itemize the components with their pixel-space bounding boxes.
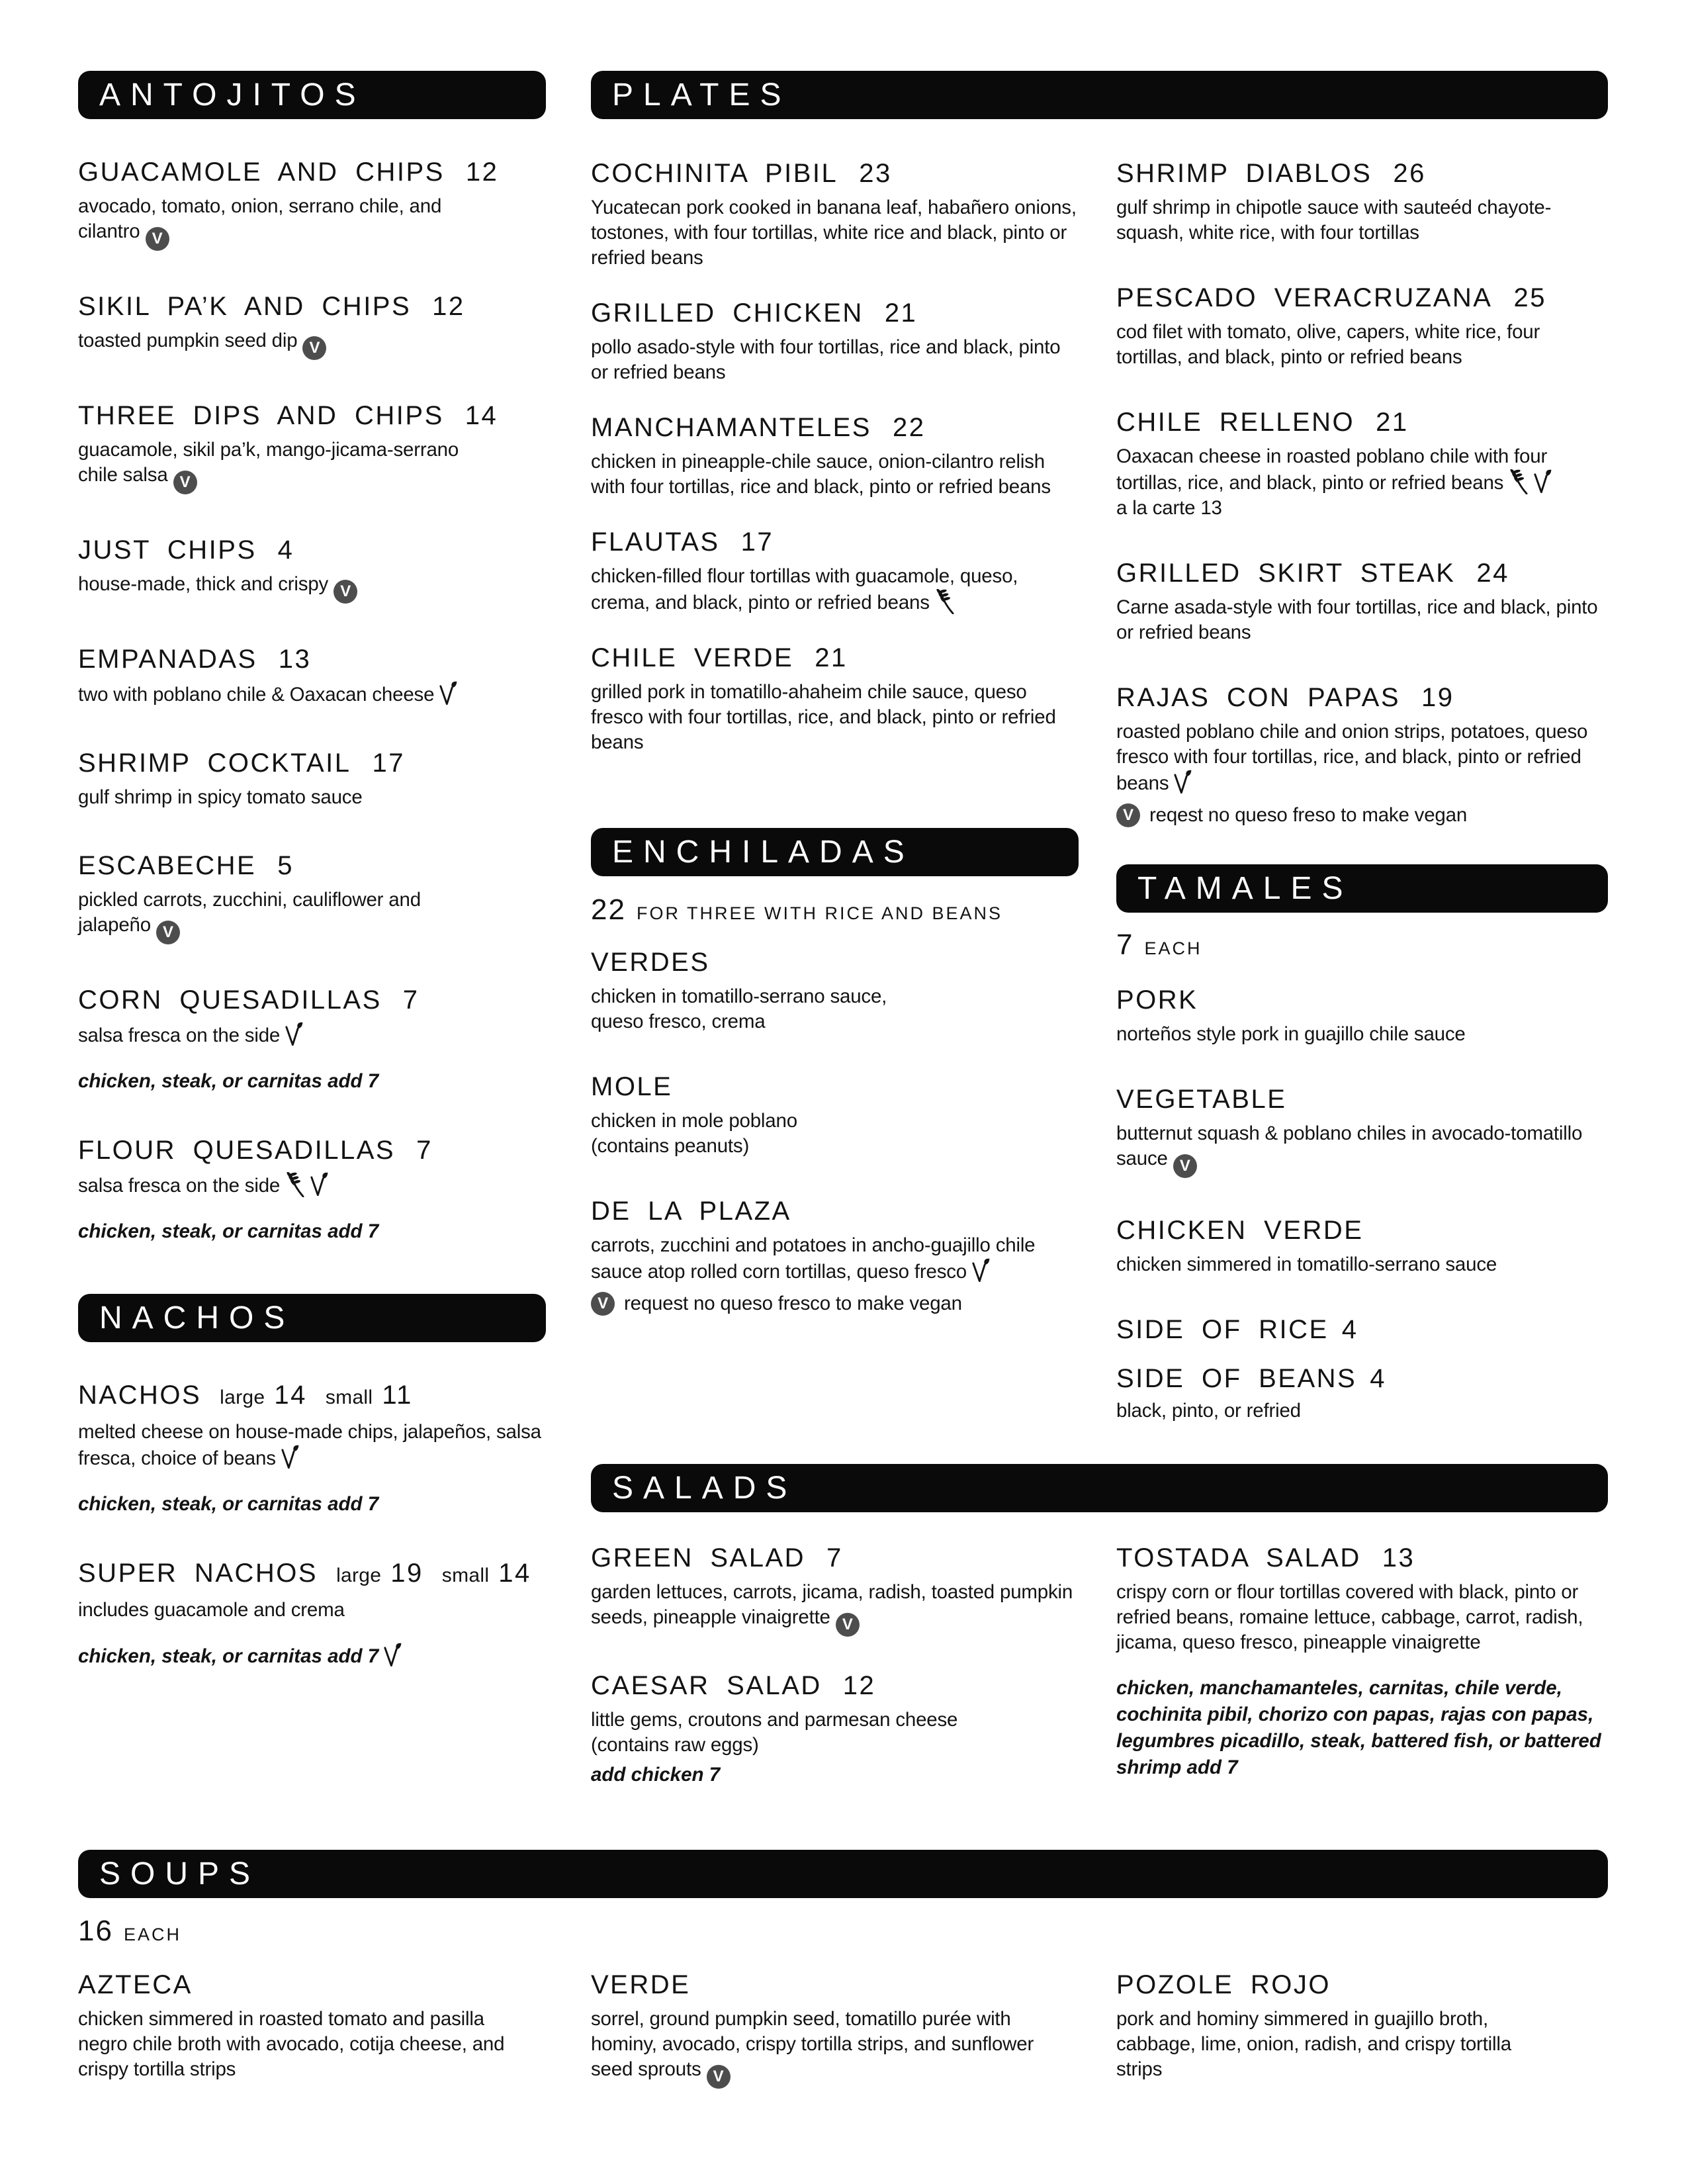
item-price-large: 14: [274, 1381, 307, 1410]
item-name: GREEN SALAD: [591, 1543, 806, 1572]
menu-item: [1116, 406, 1609, 521]
item-name: SIKIL PA’K AND CHIPS: [78, 292, 412, 321]
vegan-icon: V: [156, 921, 180, 944]
item-name: VERDES: [591, 948, 710, 977]
vegan-icon: V: [333, 580, 357, 604]
item-name: FLOUR QUESADILLAS: [78, 1136, 396, 1165]
menu-item: [78, 534, 568, 604]
item-addon: chicken, manchamanteles, carnitas, chile verde, cochinita pibil, chorizo con papas, rajas con papas, legumbres picadillo, steak, battered fish, or battered shrimp add 7: [1116, 1677, 1601, 1778]
antojitos-section: [78, 71, 568, 1285]
item-addon: chicken, steak, or carnitas add 7: [78, 1643, 568, 1670]
soups-price: 16: [78, 1915, 113, 1947]
section-title: NACHOS: [99, 1300, 295, 1336]
item-price: 4: [1370, 1364, 1386, 1393]
item-price: 26: [1393, 159, 1426, 188]
item-description: gulf shrimp in chipotle sauce with sauteéd chayote-squash, white rice, with four tortillas: [1116, 197, 1552, 244]
section-header-plates: [591, 71, 1608, 119]
item-name: CORN QUESADILLAS: [78, 985, 382, 1015]
item-extra: a la carte 13: [1116, 497, 1222, 519]
item-description: Carne asada-style with four tortillas, rice and black, pinto or refried beans: [1116, 596, 1598, 643]
menu-item: [591, 297, 1081, 385]
menu-item: [1116, 1542, 1609, 1781]
item-price: 22: [892, 413, 926, 442]
item-description: includes guacamole and crema: [78, 1599, 345, 1621]
vegan-icon: V: [591, 1292, 615, 1316]
item-price: 24: [1476, 559, 1509, 588]
item-price: 21: [815, 643, 848, 672]
item-name: PESCADO VERACRUZANA: [1116, 283, 1493, 312]
item-name: SHRIMP COCKTAIL: [78, 749, 351, 778]
item-description: gulf shrimp in spicy tomato sauce: [78, 786, 363, 808]
item-name: CHILE VERDE: [591, 643, 794, 672]
vegan-icon: V: [1116, 803, 1140, 827]
item-name: GRILLED SKIRT STEAK: [1116, 559, 1456, 588]
section-header-enchiladas: [591, 828, 1079, 876]
menu-item: [591, 946, 1081, 1034]
section-header-tamales: [1116, 864, 1608, 913]
item-price-small: 11: [382, 1381, 413, 1410]
menu-item: [1116, 1083, 1609, 1178]
item-price: 4: [277, 535, 294, 565]
item-price: 7: [826, 1543, 843, 1572]
item-name: ESCABECHE: [78, 851, 257, 880]
item-description-line2: queso fresco, crema: [591, 1011, 766, 1032]
salads-column-left: [591, 1542, 1081, 1828]
side-item: [1116, 1314, 1609, 1345]
item-price: 17: [372, 749, 406, 778]
soup-item: [1116, 1969, 1540, 2082]
item-price: 7: [402, 985, 420, 1015]
nachos-items: [78, 1379, 568, 1670]
item-description: black, pinto, or refried: [1116, 1400, 1301, 1422]
item-name: AZTECA: [78, 1970, 193, 1999]
menu-item: [1116, 984, 1609, 1047]
item-description: salsa fresca on the side: [78, 1172, 568, 1199]
item-description: sorrel, ground pumpkin seed, tomatillo purée with hominy, avocado, crispy tortilla strips, and sunflower seed sprouts V: [591, 2007, 1064, 2089]
item-description: chicken in mole poblano: [591, 1110, 797, 1132]
item-description: toasted pumpkin seed dip V: [78, 328, 502, 360]
menu-item: [78, 643, 568, 707]
section-header-salads: [591, 1464, 1608, 1512]
menu-item: [78, 984, 568, 1095]
item-description: chicken simmered in roasted tomato and pasilla negro chile broth with avocado, cotija cheese, and crispy tortilla strips: [78, 2008, 505, 2080]
item-description: avocado, tomato, onion, serrano chile, and cilantro V: [78, 194, 449, 251]
item-name: CAESAR SALAD: [591, 1671, 822, 1700]
item-price: 5: [277, 851, 294, 880]
size-label: large: [336, 1565, 382, 1586]
item-price-small: 14: [498, 1559, 531, 1588]
soup-item: [78, 1969, 515, 2082]
vegetarian-leaf-icon: [309, 1172, 329, 1197]
menu-item: [1116, 158, 1609, 246]
menu-item: [591, 642, 1081, 755]
vegetarian-leaf-icon: [1533, 469, 1552, 494]
vegetarian-leaf-icon: [971, 1258, 991, 1283]
item-description: garden lettuces, carrots, jicama, radish, toasted pumpkin seeds, pineapple vinaigrette V: [591, 1580, 1081, 1637]
item-description: two with poblano chile & Oaxacan cheese: [78, 681, 568, 707]
antojitos-items: [78, 156, 568, 1245]
item-description: cod filet with tomato, olive, capers, white rice, four tortillas, and black, pinto or refried beans: [1116, 321, 1540, 368]
item-description: norteños style pork in guajillo chile sauce: [1116, 1023, 1466, 1045]
vegan-icon: V: [1173, 1154, 1197, 1178]
item-price: 21: [884, 298, 918, 328]
item-price: 13: [278, 645, 312, 674]
soups-note-text: EACH: [123, 1925, 181, 1944]
enchiladas-price: 22: [591, 893, 626, 926]
vegan-note: V reqest no queso freso to make vegan: [1116, 803, 1609, 828]
vegan-icon: V: [302, 336, 326, 360]
vegetarian-leaf-icon: [1173, 770, 1192, 795]
item-name: GUACAMOLE AND CHIPS: [78, 158, 445, 187]
plates-column-left: [591, 158, 1081, 1343]
section-title: TAMALES: [1137, 871, 1353, 906]
item-description-line2: (contains peanuts): [591, 1135, 750, 1157]
item-price: 13: [1382, 1543, 1415, 1572]
vegetarian-leaf-icon: [284, 1022, 304, 1047]
item-name: DE LA PLAZA: [591, 1197, 791, 1226]
menu-item: [591, 158, 1081, 271]
vegan-note: V request no queso fresco to make vegan: [591, 1291, 1081, 1316]
wheat-icon: [284, 1172, 305, 1197]
item-price: 12: [842, 1671, 876, 1700]
tamales-note: [1116, 929, 1609, 962]
salads-column-right: [1116, 1542, 1609, 1821]
item-name: THREE DIPS AND CHIPS: [78, 401, 444, 430]
item-name: RAJAS CON PAPAS: [1116, 683, 1400, 712]
menu-item: [591, 1670, 1081, 1788]
soup-item: [591, 1969, 1064, 2089]
item-name: CHILE RELLENO: [1116, 408, 1355, 437]
item-description: chicken in pineapple-chile sauce, onion-cilantro relish with four tortillas, rice and black, pinto or refried beans: [591, 451, 1051, 498]
enchiladas-note-text: FOR THREE WITH RICE AND BEANS: [636, 903, 1003, 923]
item-price: 7: [416, 1136, 433, 1165]
item-description: Yucatecan pork cooked in banana leaf, habañero onions, tostones, with four tortillas, white rice and black, pinto or refried beans: [591, 197, 1077, 269]
section-header-antojitos: [78, 71, 546, 119]
menu-item: [78, 747, 568, 810]
nachos-section: [78, 1294, 568, 1709]
item-name: SIDE OF RICE: [1116, 1315, 1329, 1344]
menu-item: [591, 412, 1081, 500]
item-description: house-made, thick and crispy V: [78, 572, 502, 604]
item-description: chicken simmered in tomatillo-serrano sauce: [1116, 1253, 1497, 1275]
menu-item: [78, 1134, 568, 1245]
item-price: 19: [1421, 683, 1454, 712]
section-title: ENCHILADAS: [612, 835, 914, 870]
menu-item: [591, 526, 1081, 615]
item-description: chicken in tomatillo-serrano sauce,: [591, 985, 887, 1007]
menu-item: [78, 156, 568, 251]
menu-item: [78, 850, 568, 944]
menu-item: [78, 1379, 568, 1518]
section-title: SOUPS: [99, 1856, 261, 1891]
item-description: salsa fresca on the side: [78, 1022, 568, 1048]
item-price: 23: [859, 159, 892, 188]
item-description: pork and hominy simmered in guajillo broth, cabbage, lime, onion, radish, and crispy tortilla strips: [1116, 2008, 1511, 2080]
item-description: roasted poblano chile and onion strips, potatoes, queso fresco with four tortillas, rice, and black, pinto or refried beans: [1116, 721, 1588, 794]
vegan-icon: V: [173, 471, 197, 494]
item-name: SUPER NACHOS: [78, 1559, 318, 1588]
size-label: small: [441, 1565, 490, 1586]
item-description: melted cheese on house-made chips, jalapeños, salsa fresca, choice of beans: [78, 1421, 541, 1469]
tamales-price: 7: [1116, 929, 1134, 961]
item-description: grilled pork in tomatillo-ahaheim chile sauce, queso fresco with four tortillas, rice, and black, pinto or refried beans: [591, 681, 1056, 753]
menu-item: [1116, 282, 1609, 370]
wheat-icon: [934, 589, 955, 614]
size-label: small: [325, 1387, 373, 1408]
item-description: pickled carrots, zucchini, cauliflower and jalapeño V: [78, 887, 449, 944]
item-price: 14: [465, 401, 498, 430]
item-name: GRILLED CHICKEN: [591, 298, 864, 328]
item-name: CHICKEN VERDE: [1116, 1216, 1364, 1245]
item-description: butternut squash & poblano chiles in avocado-tomatillo sauce V: [1116, 1121, 1609, 1178]
item-price: 12: [432, 292, 465, 321]
vegetarian-leaf-icon: [438, 681, 458, 706]
menu-item: [591, 1195, 1081, 1316]
item-price: 4: [1341, 1315, 1358, 1344]
item-addon: chicken, steak, or carnitas add 7: [78, 1070, 379, 1092]
section-header-soups: [78, 1850, 1608, 1898]
menu-item: [1116, 682, 1609, 828]
item-name: SHRIMP DIABLOS: [1116, 159, 1372, 188]
item-price-large: 19: [390, 1559, 423, 1588]
item-description: Oaxacan cheese in roasted poblano chile with four tortillas, rice, and black, pinto or refried beans: [1116, 444, 1609, 496]
vegan-icon: V: [836, 1613, 860, 1637]
vegan-icon: V: [146, 227, 169, 251]
item-name: MANCHAMANTELES: [591, 413, 871, 442]
tamales-note-text: EACH: [1144, 938, 1202, 958]
menu-item: [78, 400, 568, 494]
item-name: TOSTADA SALAD: [1116, 1543, 1361, 1572]
item-name: PORK: [1116, 985, 1198, 1015]
item-name: VEGETABLE: [1116, 1085, 1287, 1114]
item-price: 21: [1376, 408, 1409, 437]
item-description: crispy corn or flour tortillas covered with black, pinto or refried beans, romaine lettuce, cabbage, carrot, radish, jicama, queso fresco, pineapple vinaigrette: [1116, 1581, 1583, 1653]
item-name: NACHOS: [78, 1381, 202, 1410]
item-description: chicken-filled flour tortillas with guacamole, queso, crema, and black, pinto or refried beans: [591, 565, 1018, 614]
item-price: 12: [465, 158, 499, 187]
item-description: carrots, zucchini and potatoes in ancho-guajillo chile sauce atop rolled corn tortillas, queso fresco: [591, 1234, 1036, 1283]
item-name: FLAUTAS: [591, 527, 720, 557]
enchiladas-note: [591, 893, 1081, 927]
section-title: ANTOJITOS: [99, 77, 366, 113]
plates-column-right: [1116, 158, 1609, 1424]
item-price: 25: [1513, 283, 1546, 312]
item-name: POZOLE ROJO: [1116, 1970, 1331, 1999]
menu-item: [1116, 1214, 1609, 1277]
section-title: PLATES: [612, 77, 791, 113]
item-addon: add chicken 7: [591, 1764, 721, 1786]
menu-item: [591, 1071, 1081, 1159]
vegetarian-leaf-icon: [382, 1643, 402, 1668]
item-addon: chicken, steak, or carnitas add 7: [78, 1220, 379, 1242]
menu-item: [591, 1542, 1081, 1637]
item-description: guacamole, sikil pa’k, mango-jicama-serrano chile salsa V: [78, 437, 502, 494]
section-header-nachos: [78, 1294, 546, 1342]
size-label: large: [220, 1387, 265, 1408]
soups-note: [78, 1915, 181, 1948]
item-name: COCHINITA PIBIL: [591, 159, 838, 188]
wheat-icon: [1507, 469, 1529, 494]
item-name: VERDE: [591, 1970, 691, 1999]
item-name: SIDE OF BEANS: [1116, 1364, 1357, 1393]
item-description: little gems, croutons and parmesan cheese (contains raw eggs): [591, 1709, 958, 1756]
menu-item: [78, 1557, 568, 1670]
item-name: MOLE: [591, 1072, 673, 1101]
item-name: EMPANADAS: [78, 645, 257, 674]
item-addon: chicken, steak, or carnitas add 7: [78, 1493, 379, 1515]
side-item: [1116, 1363, 1609, 1424]
section-title: SALADS: [612, 1471, 797, 1506]
menu-item: [78, 291, 568, 360]
menu-item: [1116, 557, 1609, 645]
vegetarian-leaf-icon: [280, 1445, 300, 1470]
vegan-icon: V: [707, 2065, 731, 2089]
item-price: 17: [740, 527, 774, 557]
item-name: JUST CHIPS: [78, 535, 257, 565]
item-description: pollo asado-style with four tortillas, rice and black, pinto or refried beans: [591, 336, 1061, 383]
